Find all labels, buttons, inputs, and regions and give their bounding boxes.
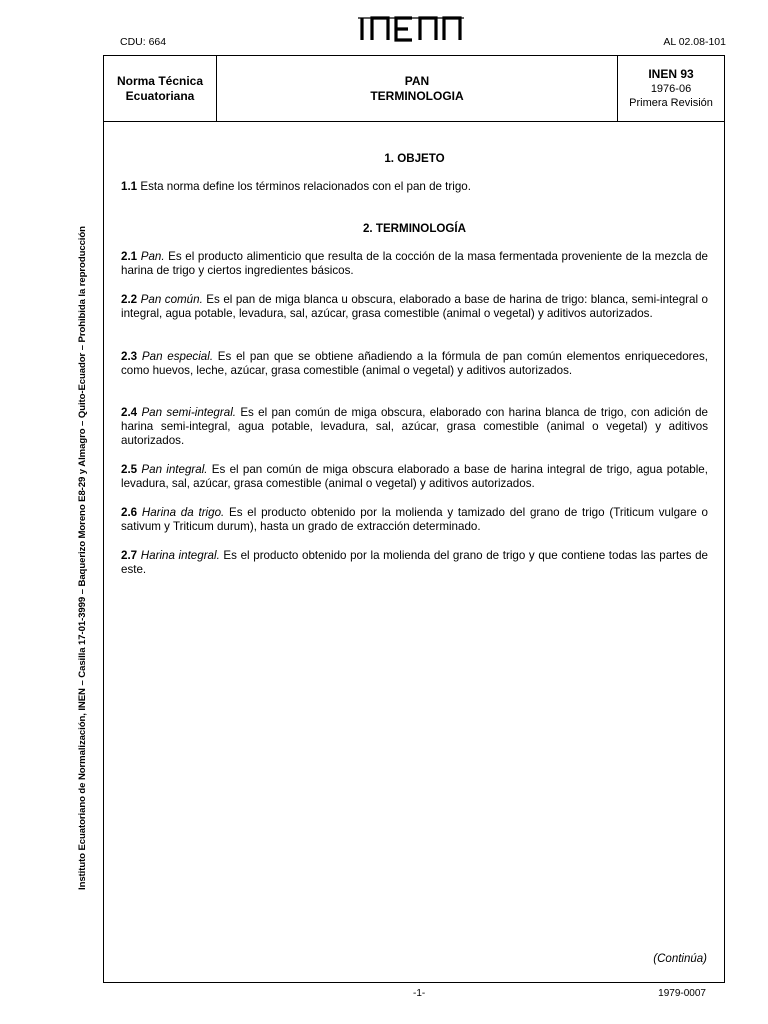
paragraph-number: 2.5 <box>121 463 138 476</box>
document-frame <box>103 55 725 983</box>
code-cell <box>617 56 724 121</box>
paragraph-2-4 <box>121 406 708 449</box>
defined-term: Harina da trigo. <box>141 506 225 519</box>
norm-date: 1976-06 <box>650 83 692 95</box>
norm-type-cell <box>104 56 217 121</box>
paragraph-text: Es el pan común de miga obscura elaborado a base de harina integral de trigo, agua potable, levadura, sal, azúcar, grasa comestible (animal o vegetal) y aditivos autorizados. <box>121 463 708 491</box>
paragraph-2-3 <box>121 350 708 378</box>
document-date-code: 1979-0007 <box>658 988 706 999</box>
paragraph-2-6 <box>121 506 708 534</box>
page-number: -1- <box>413 988 426 999</box>
defined-term: Pan integral. <box>141 463 208 476</box>
paragraph-2-2 <box>121 293 708 321</box>
document-title-cell <box>217 56 617 121</box>
paragraph-text: Es el pan de miga blanca u obscura, elaborado a base de harina de trigo: blanca, semi-integral o integral, agua potable, levadura, sal, azúcar, grasa comestible (animal o vegetal) y aditivos autorizados. <box>121 293 708 321</box>
defined-term: Pan común. <box>140 293 203 306</box>
paragraph-number: 2.2 <box>121 293 138 306</box>
paragraph-text: Es el producto alimenticio que resulta de la cocción de la masa fermentada proveniente de la mezcla de harina de trigo y ciertos ingredientes básicos. <box>121 250 708 278</box>
norm-code: INEN 93 <box>648 67 694 81</box>
defined-term: Pan. <box>140 250 165 263</box>
header-row <box>104 56 724 122</box>
paragraph-number: 2.7 <box>121 549 138 562</box>
cdu-code: CDU: 664 <box>120 36 167 48</box>
paragraph-1-1 <box>121 180 708 194</box>
norm-revision: Primera Revisión <box>629 97 713 109</box>
continued-note: (Continúa) <box>653 953 707 965</box>
section-2-title: 2. TERMINOLOGÍA <box>362 222 467 235</box>
paragraph-text: Es el pan que se obtiene añadiendo a la fórmula de pan común elementos enriquecedores, como huevos, leche, azúcar, grasa comestible (animal o vegetal) y aditivos autorizados. <box>121 350 708 378</box>
paragraph-number: 2.6 <box>121 506 138 519</box>
document-reference: AL 02.08-101 <box>663 36 726 48</box>
defined-term: Harina integral. <box>140 549 220 562</box>
defined-term: Pan semi-integral. <box>141 406 236 419</box>
institute-side-text: Instituto Ecuatoriano de Normalización, INEN – Casilla 17-01-3999 – Baquerizo Moreno E8-29 y Almagro – Quito-Ecuador – Prohibida la reproducción <box>77 226 88 890</box>
paragraph-number: 2.3 <box>121 350 138 363</box>
paragraph-2-7 <box>121 549 708 577</box>
paragraph-2-1 <box>121 250 708 278</box>
document-title-line1: PAN <box>404 73 430 88</box>
paragraph-number: 2.1 <box>121 250 138 263</box>
defined-term: Pan especial. <box>141 350 214 363</box>
norm-type-line1: Norma Técnica <box>116 73 204 88</box>
paragraph-text: Esta norma define los términos relacionados con el pan de trigo. <box>137 180 471 193</box>
inen-logo <box>358 14 464 44</box>
paragraph-text: Es el pan común de miga obscura, elaborado con harina blanca de trigo, con adición de harina semi-integral, agua potable, levadura, sal, azúcar, grasa comestible (animal o vegetal) y aditivos autorizados. <box>121 406 708 448</box>
paragraph-number: 2.4 <box>121 406 138 419</box>
section-1-title: 1. OBJETO <box>384 152 445 165</box>
paragraph-text: Es el producto obtenido por la molienda del grano de trigo y que contiene todas las partes de este. <box>121 549 708 577</box>
paragraph-2-5 <box>121 463 708 491</box>
paragraph-text: Es el producto obtenido por la molienda y tamizado del grano de trigo (Triticum vulgare o sativum y Triticum durum), hasta un grado de extracción determinado. <box>121 506 708 534</box>
norm-type-line2: Ecuatoriana <box>125 88 195 103</box>
paragraph-number: 1.1 <box>121 180 138 193</box>
document-title-line2: TERMINOLOGIA <box>370 88 464 103</box>
